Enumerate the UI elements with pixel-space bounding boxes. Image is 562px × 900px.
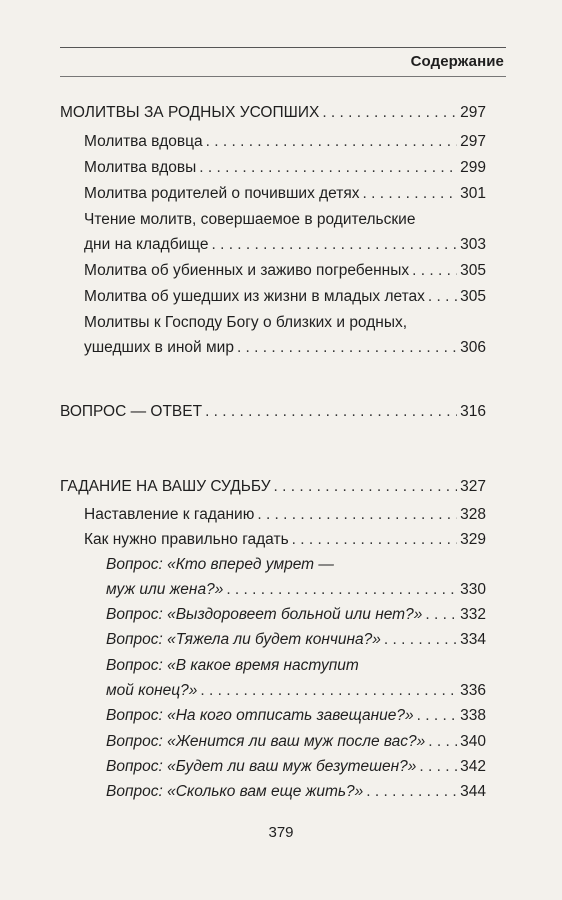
leader-dots	[292, 530, 457, 550]
toc-entry-title: дни на кладбище	[84, 236, 209, 253]
toc-entry	[106, 580, 486, 600]
toc-entry-page: 299	[460, 159, 486, 176]
toc-entry-title-line1: Молитвы к Господу Богу о близких и родных,	[84, 314, 408, 331]
toc-entry-title-line1: Вопрос: «Кто вперед умрет —	[106, 556, 334, 573]
toc-entry-page: 316	[460, 403, 486, 420]
toc-entry-title: Молитва родителей о почивших детях	[84, 185, 360, 202]
leader-dots	[257, 505, 457, 525]
leader-dots	[237, 338, 457, 358]
toc-entry-title: Молитва вдовы	[84, 159, 197, 176]
leader-dots	[425, 605, 457, 625]
toc-entry-title: Наставление к гаданию	[84, 506, 255, 523]
toc-entry-page: 342	[460, 758, 486, 775]
leader-dots	[199, 158, 457, 178]
toc-entry-title: Молитва об ушедших из жизни в младых летах	[84, 288, 425, 305]
toc-entry	[84, 132, 486, 152]
toc-entry-page: 334	[460, 631, 486, 648]
toc-entry-page: 330	[460, 581, 486, 598]
toc-entry-title: Как нужно правильно гадать	[84, 531, 289, 548]
leader-dots	[428, 287, 457, 307]
toc-entry-title: МОЛИТВЫ ЗА РОДНЫХ УСОПШИХ	[60, 104, 320, 121]
leader-dots	[384, 630, 457, 650]
toc-entry-page: 297	[460, 104, 486, 121]
toc-entry	[84, 505, 486, 525]
page-number: 379	[268, 824, 294, 841]
toc-entry-title: Вопрос: «На кого отписать завещание?»	[106, 707, 414, 724]
toc-entry-title: муж или жена?»	[106, 581, 224, 598]
toc-entry	[106, 630, 486, 650]
toc-entry-title: ушедших в иной мир	[84, 339, 234, 356]
toc-entry-page: 327	[460, 478, 486, 495]
toc-entry	[84, 158, 486, 178]
toc-entry-page: 328	[460, 506, 486, 523]
toc-entry-page: 303	[460, 236, 486, 253]
toc-entry-title: Молитва об убиенных и заживо погребенных	[84, 262, 410, 279]
toc-entry-title: Молитва вдовца	[84, 133, 203, 150]
header-rule-bottom	[60, 76, 506, 77]
leader-dots	[322, 103, 457, 123]
leader-dots	[366, 782, 457, 802]
toc-entry-title: Вопрос: «Выздоровеет больной или нет?»	[106, 606, 423, 623]
toc-entry	[84, 261, 486, 281]
toc-entry-page: 340	[460, 733, 486, 750]
toc-entry-page: 305	[460, 262, 486, 279]
leader-dots	[419, 757, 457, 777]
leader-dots	[205, 402, 457, 422]
running-header: Содержание	[410, 53, 504, 70]
toc-entry-title: Вопрос: «Женится ли ваш муж после вас?»	[106, 733, 426, 750]
toc-entry	[106, 757, 486, 777]
toc-entry	[84, 287, 486, 307]
toc-entry-page: 336	[460, 682, 486, 699]
toc-entry-page: 329	[460, 531, 486, 548]
leader-dots	[211, 235, 457, 255]
leader-dots	[226, 580, 457, 600]
leader-dots	[363, 184, 458, 204]
toc-entry	[84, 235, 486, 255]
toc-entry-page: 297	[460, 133, 486, 150]
header-rule	[60, 47, 506, 48]
toc-entry-section	[60, 402, 486, 422]
toc-entry	[84, 184, 486, 204]
toc-entry-title-line1: Вопрос: «В какое время наступит	[106, 657, 359, 674]
toc-entry	[106, 732, 486, 752]
leader-dots	[428, 732, 457, 752]
leader-dots	[417, 706, 458, 726]
toc-entry-title: Вопрос: «Будет ли ваш муж безутешен?»	[106, 758, 417, 775]
toc-entry-title: Вопрос: «Сколько вам еще жить?»	[106, 783, 364, 800]
toc-entry	[84, 530, 486, 550]
toc-entry-title: Вопрос: «Тяжела ли будет кончина?»	[106, 631, 381, 648]
toc-entry-page: 338	[460, 707, 486, 724]
toc-entry-title: ГАДАНИЕ НА ВАШУ СУДЬБУ	[60, 478, 271, 495]
toc-entry-page: 332	[460, 606, 486, 623]
leader-dots	[206, 132, 458, 152]
toc-entry-section	[60, 477, 486, 497]
toc-entry	[106, 681, 486, 701]
toc-entry-title: мой конец?»	[106, 682, 198, 699]
toc-entry	[106, 782, 486, 802]
toc-entry-title: ВОПРОС — ОТВЕТ	[60, 403, 203, 420]
leader-dots	[412, 261, 457, 281]
toc-entry-page: 301	[460, 185, 486, 202]
toc-entry	[106, 605, 486, 625]
toc-entry	[106, 706, 486, 726]
toc-entry-page: 305	[460, 288, 486, 305]
toc-entry-title-line1: Чтение молитв, совершаемое в родительские	[84, 211, 416, 228]
toc-entry-section	[60, 103, 486, 123]
toc-entry-page: 344	[460, 783, 486, 800]
toc-entry	[84, 338, 486, 358]
leader-dots	[274, 477, 458, 497]
toc-entry-page: 306	[460, 339, 486, 356]
leader-dots	[200, 681, 457, 701]
